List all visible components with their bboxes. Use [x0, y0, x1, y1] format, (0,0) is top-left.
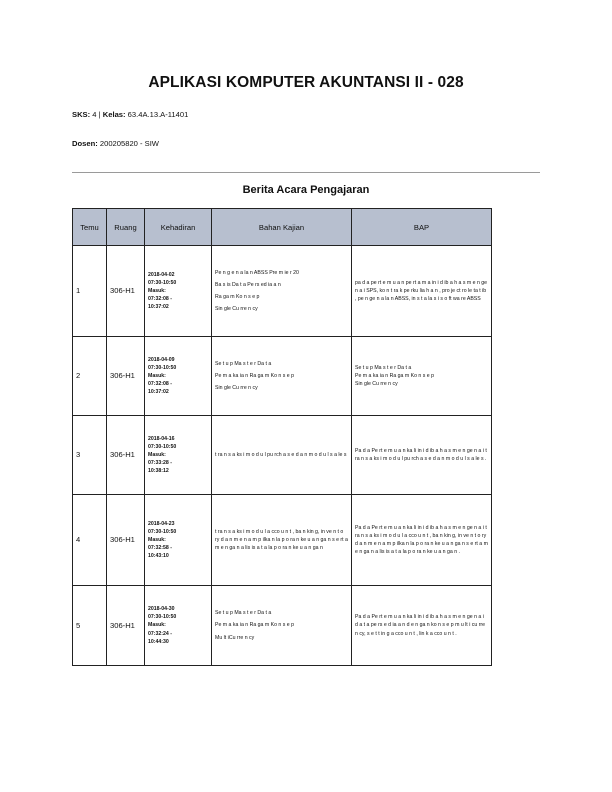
- cell-bap: Se t u p Ma s t e r Da t a Pe m a ka ia n Ra ga m Ko n s e p Sin gle Cu rre n cy: [352, 337, 492, 416]
- cell-ruang: 306-H1: [107, 246, 145, 337]
- kehadiran-line: Masuk:: [148, 536, 166, 543]
- dosen-label: Dosen:: [72, 139, 98, 148]
- bahan-kajian-item: Pe n g e n a la n ABSS Pre m ie r 20: [215, 269, 299, 276]
- sks-value: 4: [92, 110, 97, 119]
- cell-ruang: 306-H1: [107, 495, 145, 586]
- sks-kelas-line: [72, 110, 188, 119]
- table-row: [73, 337, 492, 416]
- cell-kehadiran: [145, 337, 212, 416]
- header-bahan-kajian: Bahan Kajian: [212, 209, 352, 246]
- table-header-row: [73, 209, 492, 246]
- bahan-kajian-item: Se t u p Ma s t e r Da t a: [215, 360, 272, 367]
- bahan-kajian-item: t ra n s a ks i m o d u l pu rch a s e d a n m o d u l s a le s: [215, 451, 347, 458]
- kehadiran-line: 2018-04-30: [148, 606, 175, 613]
- cell-bahan-kajian: [212, 495, 352, 586]
- table-row: [73, 416, 492, 495]
- kehadiran-line: 07:33:28 -: [148, 460, 172, 467]
- cell-bahan-kajian: [212, 586, 352, 666]
- kehadiran-line: 07:30-10:50: [148, 614, 177, 621]
- kehadiran-line: Masuk:: [148, 287, 166, 294]
- kehadiran-line: 2018-04-16: [148, 435, 175, 442]
- cell-temu: 2: [73, 337, 107, 416]
- bahan-kajian-item: Pe m a ka ia n Ra ga m Ko n s e p: [215, 622, 295, 629]
- meta-separator: |: [98, 110, 101, 119]
- cell-kehadiran: [145, 495, 212, 586]
- kehadiran-line: Masuk:: [148, 372, 166, 379]
- kehadiran-line: 2018-04-23: [148, 520, 175, 527]
- course-title: APLIKASI KOMPUTER AKUNTANSI II - 028: [148, 74, 464, 91]
- bahan-kajian-item: Se t u p Ma s t e r Da t a: [215, 610, 272, 617]
- dosen-value: 200205820 - SIW: [99, 139, 159, 148]
- kehadiran-line: 10:37:02: [148, 304, 169, 311]
- cell-bap: Pa d a Pe rt e m u a n ka li in i d ib a h a s m e n ge n a i d a t a pe rs e d ia a n d e n ga n ko n s e p m u lt i cu rre n cy, s e t t in g a cco u n t , lin k a cco u n t .: [352, 586, 492, 666]
- bahan-kajian-item: Mu lt iCu rre n cy: [215, 634, 255, 641]
- bahan-kajian-item: Ra ga m Ko n s e p: [215, 294, 260, 300]
- header-ruang: Ruang: [107, 209, 145, 246]
- header-bap: BAP: [352, 209, 492, 246]
- kehadiran-line: 07:32:08 -: [148, 381, 172, 388]
- kehadiran-line: 07:30-10:50: [148, 443, 177, 450]
- header-temu: Temu: [73, 209, 107, 246]
- kehadiran-line: 10:43:10: [148, 553, 169, 560]
- kehadiran-line: 07:32:08 -: [148, 296, 172, 303]
- cell-bap: pa d a pe rt e m u a n pe rt a m a in i d ib a h a s m e n ge n a i SPS, ko n t ra k pe rku lia h a n , pro je ct ro le ta t ib , pe n ge n a la n ABSS, in s t a la s i s o ft wa re ABSS: [352, 246, 492, 337]
- cell-bahan-kajian: [212, 246, 352, 337]
- header-kehadiran: Kehadiran: [145, 209, 212, 246]
- cell-ruang: 306-H1: [107, 416, 145, 495]
- kehadiran-line: 10:44:30: [148, 638, 169, 645]
- table-row: [73, 586, 492, 666]
- bahan-kajian-item: Sin gle Cu rre n cy: [215, 385, 258, 392]
- bap-table: [72, 208, 492, 666]
- kehadiran-line: 07:32:58 -: [148, 545, 172, 552]
- dosen-line: [72, 139, 159, 148]
- bahan-kajian-item: Pe m a ka ia n Ra ga m Ko n s e p: [215, 372, 295, 379]
- kehadiran-line: 10:38:12: [148, 468, 169, 475]
- cell-bahan-kajian: [212, 337, 352, 416]
- bahan-kajian-item: t ra n s a ks i m o d u l a cco u n t , ba n kin g, in ve n t o ry d a n m e n a m p ilka n la p o ra n ke u a n ga n s e rt a m e n ga n a lis is a t a la p o ra n ke u a n ga n: [215, 528, 348, 552]
- table-row: [73, 246, 492, 337]
- kehadiran-line: 2018-04-02: [148, 271, 175, 278]
- cell-temu: 3: [73, 416, 107, 495]
- kehadiran-line: 2018-04-09: [148, 356, 175, 363]
- cell-kehadiran: [145, 246, 212, 337]
- cell-ruang: 306-H1: [107, 337, 145, 416]
- table-row: [73, 495, 492, 586]
- cell-bahan-kajian: [212, 416, 352, 495]
- kehadiran-line: 07:32:24 -: [148, 630, 172, 637]
- cell-temu: 4: [73, 495, 107, 586]
- cell-kehadiran: [145, 416, 212, 495]
- kehadiran-line: 07:30-10:50: [148, 279, 177, 286]
- kelas-label: Kelas:: [102, 110, 126, 119]
- cell-ruang: 306-H1: [107, 586, 145, 666]
- sks-label: SKS:: [72, 110, 91, 119]
- bahan-kajian-item: Sin gle Cu rre n cy: [215, 306, 258, 313]
- kehadiran-line: Masuk:: [148, 451, 166, 458]
- bahan-kajian-item: Ba s is Da t a Pe rs ed ia a n: [215, 281, 281, 288]
- cell-temu: 1: [73, 246, 107, 337]
- kehadiran-line: 10:37:02: [148, 389, 169, 396]
- cell-kehadiran: [145, 586, 212, 666]
- kehadiran-line: Masuk:: [148, 622, 166, 629]
- section-title: Berita Acara Pengajaran: [242, 184, 370, 196]
- kelas-value: 63.4A.13.A-11401: [127, 110, 189, 119]
- cell-temu: 5: [73, 586, 107, 666]
- kehadiran-line: 07:30-10:50: [148, 528, 177, 535]
- cell-bap: Pa d a Pe rt e m u a n ka li in i d ib a h a s m e n ge n a i t ra n s a ks i m o d u l a cco u n t , ba n kin g, in ve n t o ry d a n m e n a m p ilka n la p o ra n ke u a n ga n s e rt a m e n ga n a lis is a t a la p o ra n ke u a n ga n .: [352, 495, 492, 586]
- kehadiran-line: 07:30-10:50: [148, 364, 177, 371]
- divider: [72, 172, 540, 173]
- cell-bap: Pa d a Pe rt e m u a n ka li in i d ib a h a s m e n ge n a i t ra n s a ks i m o d u l pu rch a s e d a n m o d u l s a le s .: [352, 416, 492, 495]
